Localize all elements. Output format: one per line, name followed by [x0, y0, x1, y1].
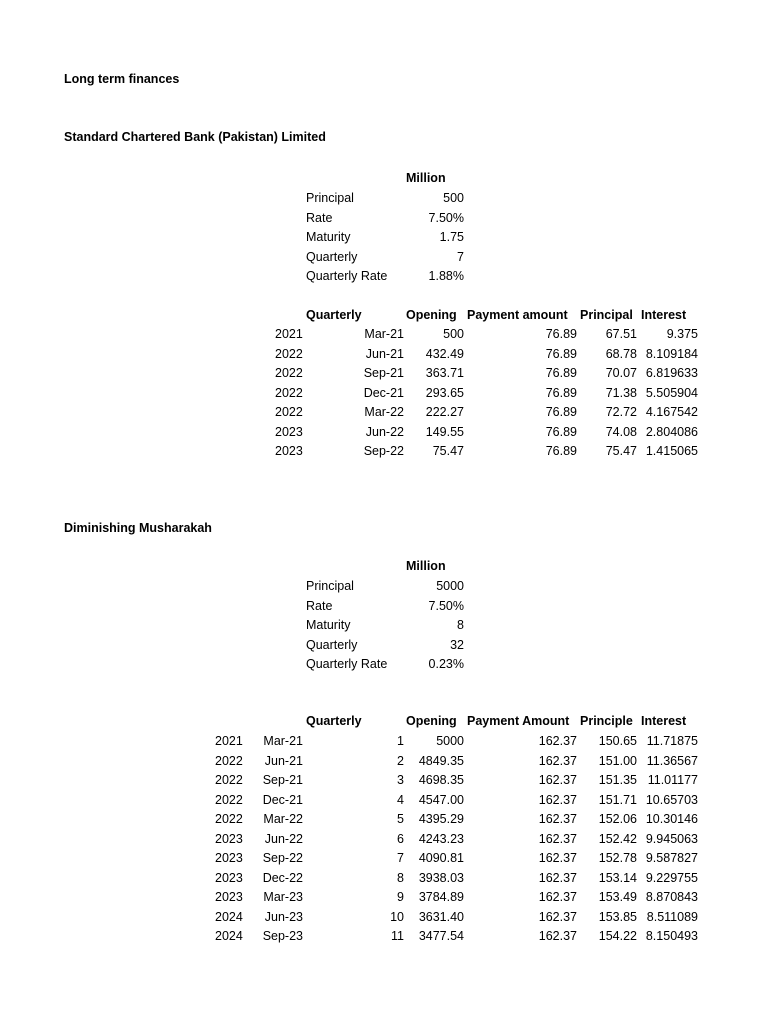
- table-cell: 432.49: [425, 346, 464, 361]
- table-cell: Mar-23: [263, 890, 303, 904]
- table-cell: 76.89: [545, 405, 577, 419]
- table-cell: 8.511089: [646, 909, 698, 924]
- table-cell: 2023: [275, 444, 303, 458]
- table-cell: Jun-21: [264, 753, 303, 768]
- table-cell: Mar-21: [263, 734, 303, 748]
- param-label: Quarterly: [306, 249, 358, 264]
- param-label: Principal: [306, 579, 354, 593]
- column-header: Interest: [641, 308, 687, 322]
- column-header: Opening: [406, 714, 457, 728]
- table-cell: 9.375: [666, 327, 698, 341]
- param-value: 7.50%: [428, 210, 464, 225]
- table-cell: 10.30146: [645, 812, 698, 826]
- table-cell: 162.37: [538, 831, 577, 846]
- table-cell: 153.85: [598, 909, 637, 924]
- table-cell: 2022: [215, 773, 243, 787]
- table-cell: 293.65: [425, 385, 464, 400]
- table-cell: 2023: [275, 424, 303, 439]
- table-cell: 11.36567: [646, 753, 698, 768]
- column-header: Interest: [641, 714, 687, 728]
- param-label: Maturity: [306, 230, 351, 244]
- table-cell: 4: [397, 792, 404, 807]
- table-cell: 71.38: [605, 385, 637, 400]
- table-cell: 2022: [275, 385, 303, 400]
- table-cell: 162.37: [538, 851, 577, 865]
- table-cell: 1.415065: [645, 444, 698, 458]
- table-cell: 2023: [215, 870, 243, 885]
- table-cell: 4395.29: [418, 812, 464, 826]
- column-header: Opening: [406, 308, 457, 322]
- table-cell: Sep-22: [363, 444, 404, 458]
- table-cell: 4243.23: [418, 831, 464, 846]
- table-cell: Mar-22: [263, 812, 303, 826]
- table-cell: 70.07: [605, 366, 637, 380]
- column-header: Principal: [580, 308, 633, 322]
- table-cell: 6.819633: [645, 366, 698, 380]
- table-cell: 8: [397, 870, 404, 885]
- table-cell: Sep-22: [262, 851, 303, 865]
- column-header: Quarterly: [306, 714, 362, 728]
- table-cell: 76.89: [545, 424, 577, 439]
- table-cell: 67.51: [605, 327, 637, 341]
- table-cell: 5000: [436, 734, 464, 748]
- table-cell: 3938.03: [418, 870, 464, 885]
- table-cell: 6: [397, 831, 404, 846]
- table-cell: 2024: [215, 909, 243, 924]
- table-cell: 2.804086: [645, 424, 698, 439]
- param-value: 8: [457, 618, 464, 632]
- param-value: 5000: [436, 579, 464, 593]
- table-cell: 2023: [215, 851, 243, 865]
- table-cell: 162.37: [538, 870, 577, 885]
- table-cell: 162.37: [538, 909, 577, 924]
- table-cell: 8.150493: [645, 929, 698, 943]
- table-cell: Mar-22: [364, 405, 404, 419]
- table-cell: 76.89: [545, 444, 577, 458]
- param-label: Quarterly Rate: [306, 657, 388, 671]
- table-cell: Jun-21: [365, 346, 404, 361]
- table-cell: 76.89: [545, 366, 577, 380]
- param-label: Rate: [306, 598, 333, 613]
- table-cell: 153.14: [598, 870, 637, 885]
- table-cell: 4090.81: [418, 851, 464, 865]
- table-cell: 154.22: [598, 929, 637, 943]
- table-cell: 3631.40: [418, 909, 464, 924]
- table-cell: 162.37: [538, 792, 577, 807]
- param-value: 1.75: [439, 230, 464, 244]
- table-cell: 3: [397, 773, 404, 787]
- param-value: 500: [443, 191, 464, 205]
- table-cell: Jun-22: [365, 424, 404, 439]
- table-cell: 9.229755: [645, 870, 698, 885]
- table-cell: 4.167542: [645, 405, 698, 419]
- table-cell: Sep-21: [262, 773, 303, 787]
- table-cell: 151.00: [598, 753, 637, 768]
- table-cell: 2022: [275, 405, 303, 419]
- table-cell: 76.89: [545, 327, 577, 341]
- unit-header: Million: [406, 171, 446, 185]
- unit-header: Million: [406, 559, 446, 573]
- section-title: Diminishing Musharakah: [64, 521, 212, 535]
- table-cell: 2022: [275, 346, 303, 361]
- table-cell: 11.01177: [647, 773, 698, 787]
- table-cell: 9: [397, 890, 404, 904]
- table-cell: 4698.35: [418, 773, 464, 787]
- table-cell: 162.37: [538, 734, 577, 748]
- table-cell: 74.08: [605, 424, 637, 439]
- table-cell: 151.35: [598, 773, 637, 787]
- table-cell: Dec-21: [262, 792, 303, 807]
- table-cell: 1: [397, 734, 404, 748]
- table-cell: 2022: [215, 812, 243, 826]
- table-cell: 152.78: [598, 851, 637, 865]
- table-cell: 162.37: [538, 773, 577, 787]
- table-cell: 3477.54: [418, 929, 464, 943]
- page-title: Long term finances: [64, 72, 180, 86]
- table-cell: 4849.35: [418, 753, 464, 768]
- table-cell: 222.27: [425, 405, 464, 419]
- column-header: Payment Amount: [467, 714, 570, 728]
- table-cell: Jun-23: [264, 909, 303, 924]
- table-cell: 76.89: [545, 346, 577, 361]
- table-cell: 152.42: [598, 831, 637, 846]
- column-header: Quarterly: [306, 308, 362, 322]
- param-value: 32: [450, 637, 464, 652]
- table-cell: 149.55: [425, 424, 464, 439]
- table-cell: 76.89: [545, 385, 577, 400]
- table-cell: 5.505904: [645, 385, 698, 400]
- table-cell: 7: [397, 851, 404, 865]
- table-cell: Sep-23: [262, 929, 303, 943]
- param-value: 7.50%: [428, 598, 464, 613]
- table-cell: 151.71: [598, 792, 637, 807]
- table-cell: Dec-21: [363, 385, 404, 400]
- table-cell: 150.65: [598, 734, 637, 748]
- param-value: 1.88%: [428, 269, 464, 283]
- table-cell: 2021: [215, 734, 243, 748]
- table-cell: 8.870843: [645, 890, 698, 904]
- table-cell: 9.945063: [645, 831, 698, 846]
- table-cell: 5: [397, 812, 404, 826]
- table-cell: 4547.00: [418, 792, 464, 807]
- table-cell: 363.71: [425, 366, 464, 380]
- table-cell: Jun-22: [264, 831, 303, 846]
- table-cell: 153.49: [598, 890, 637, 904]
- table-cell: 500: [443, 327, 464, 341]
- table-cell: 10.65703: [645, 792, 698, 807]
- table-cell: 11: [391, 929, 404, 943]
- table-cell: Mar-21: [364, 327, 404, 341]
- param-value: 7: [457, 249, 464, 264]
- table-cell: 2024: [215, 929, 243, 943]
- table-cell: 2022: [215, 792, 243, 807]
- table-cell: Sep-21: [363, 366, 404, 380]
- param-label: Quarterly Rate: [306, 269, 388, 283]
- param-label: Rate: [306, 210, 333, 225]
- section-title: Standard Chartered Bank (Pakistan) Limited: [64, 130, 326, 144]
- table-cell: 2022: [275, 366, 303, 380]
- table-cell: Dec-22: [262, 870, 303, 885]
- table-cell: 8.109184: [645, 346, 698, 361]
- table-cell: 162.37: [538, 812, 577, 826]
- table-cell: 2022: [215, 753, 243, 768]
- table-cell: 75.47: [432, 444, 464, 458]
- table-cell: 72.72: [605, 405, 637, 419]
- param-label: Quarterly: [306, 637, 358, 652]
- table-cell: 2023: [215, 890, 243, 904]
- table-cell: 2021: [275, 327, 303, 341]
- param-label: Maturity: [306, 618, 351, 632]
- table-cell: 162.37: [538, 929, 577, 943]
- param-value: 0.23%: [428, 657, 464, 671]
- column-header: Principle: [580, 714, 633, 728]
- table-cell: 10: [390, 909, 404, 924]
- table-cell: 152.06: [598, 812, 637, 826]
- column-header: Payment amount: [467, 308, 568, 322]
- table-cell: 3784.89: [418, 890, 464, 904]
- table-cell: 75.47: [605, 444, 637, 458]
- table-cell: 2: [397, 753, 404, 768]
- table-cell: 68.78: [605, 346, 637, 361]
- table-cell: 9.587827: [645, 851, 698, 865]
- table-cell: 11.71875: [646, 734, 698, 748]
- table-cell: 162.37: [538, 890, 577, 904]
- table-cell: 2023: [215, 831, 243, 846]
- param-label: Principal: [306, 191, 354, 205]
- table-cell: 162.37: [538, 753, 577, 768]
